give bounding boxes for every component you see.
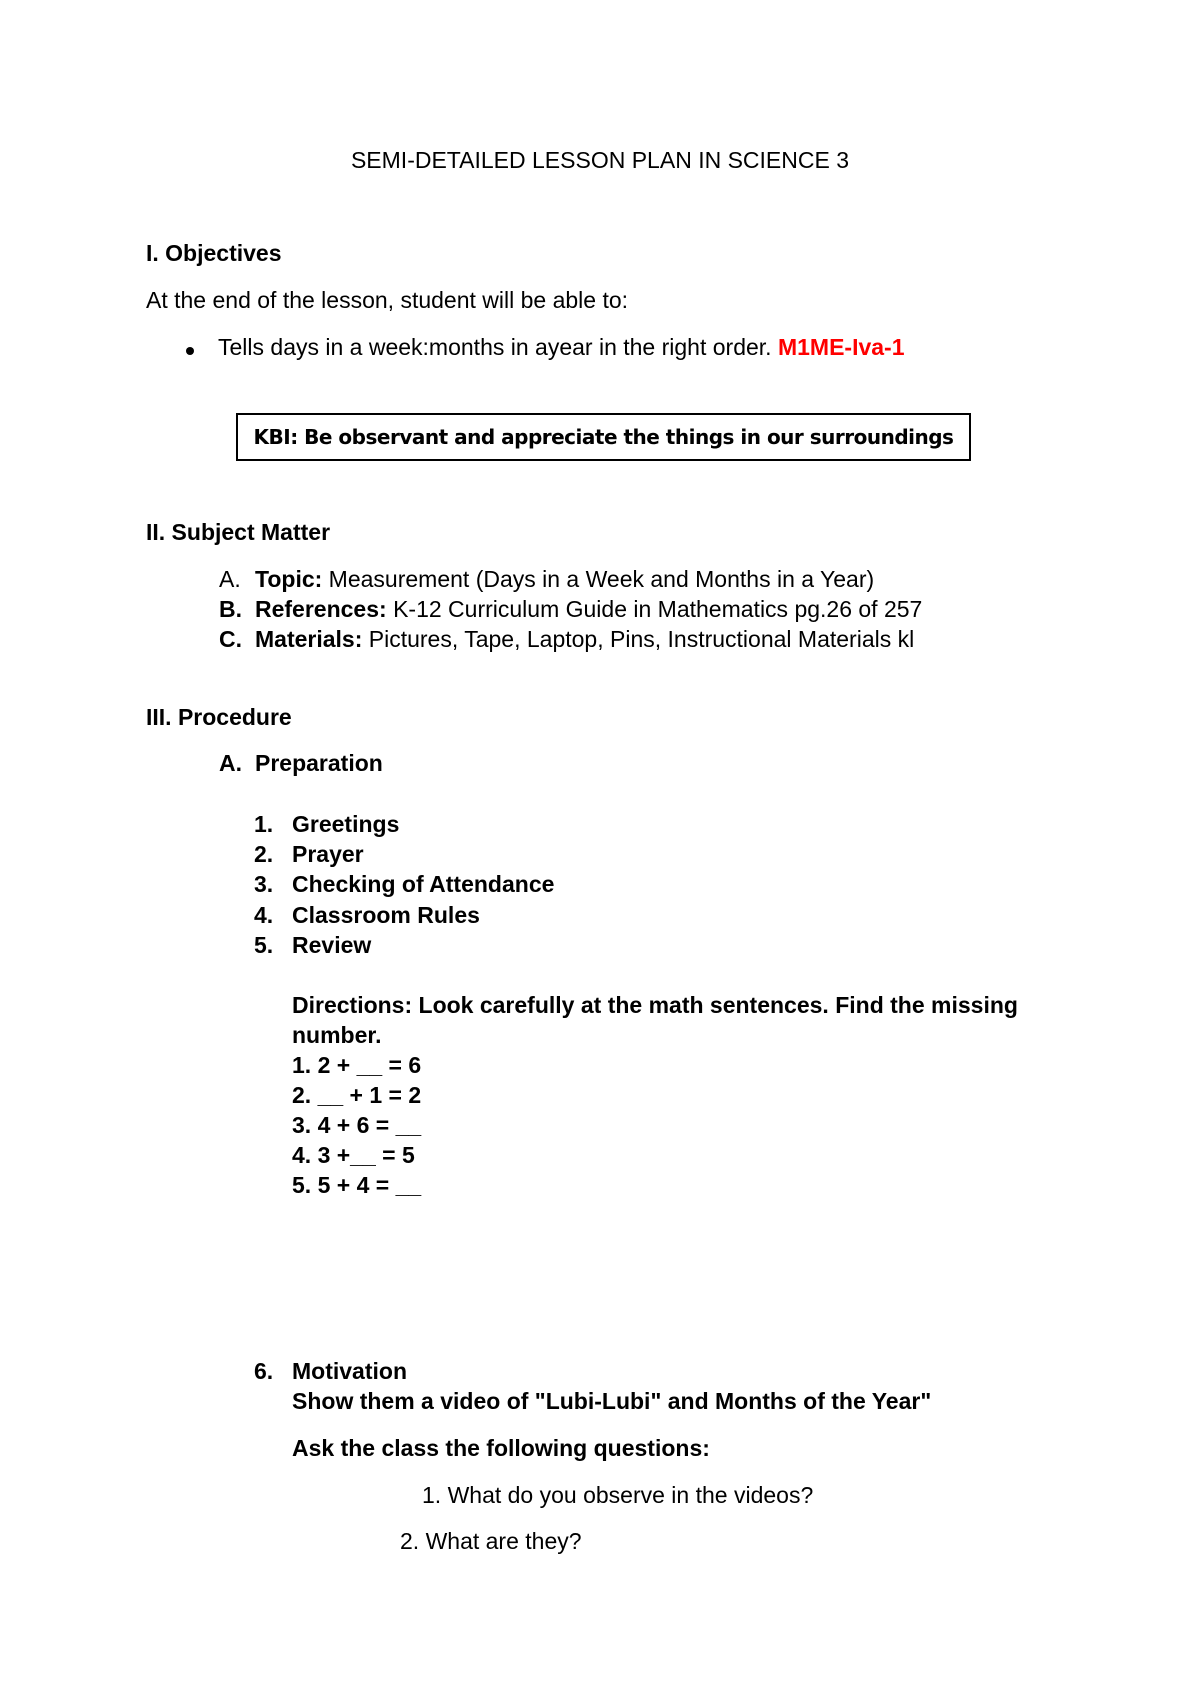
kbi-text: KBI: Be observant and appreciate the things in our surroundings bbox=[253, 425, 954, 449]
subject-item-label: Topic: bbox=[255, 566, 323, 592]
review-item: 4. 3 +__ = 5 bbox=[292, 1142, 415, 1168]
objectives-intro: At the end of the lesson, student will be able to: bbox=[146, 287, 629, 313]
step-number: 3. bbox=[254, 871, 274, 897]
motivation-number: 6. bbox=[254, 1358, 274, 1384]
question-item: 1. What do you observe in the videos? bbox=[422, 1482, 814, 1508]
subject-item-text: Measurement (Days in a Week and Months in a Year) bbox=[322, 566, 875, 592]
subject-item-topic bbox=[219, 565, 874, 593]
preparation-letter: A. bbox=[219, 750, 242, 776]
step-item bbox=[254, 840, 364, 868]
step-text: Prayer bbox=[292, 841, 364, 867]
subject-matter-heading: II. Subject Matter bbox=[146, 519, 331, 545]
step-number: 2. bbox=[254, 841, 274, 867]
kbi-box bbox=[236, 413, 971, 461]
subject-item-text: K-12 Curriculum Guide in Mathematics pg.26 of 257 bbox=[386, 596, 923, 622]
step-text: Checking of Attendance bbox=[292, 871, 555, 897]
bullet-icon bbox=[186, 347, 194, 355]
objective-code: M1ME-Iva-1 bbox=[777, 334, 905, 360]
objective-bullet bbox=[218, 333, 905, 361]
step-item bbox=[254, 810, 399, 838]
subject-item-label: References: bbox=[255, 596, 387, 622]
step-text: Review bbox=[292, 932, 372, 958]
preparation-label: Preparation bbox=[255, 750, 383, 776]
subject-item-letter: A. bbox=[219, 566, 241, 592]
subject-item-label: Materials: bbox=[255, 626, 363, 652]
objectives-heading: I. Objectives bbox=[146, 240, 282, 266]
preparation-heading bbox=[219, 749, 383, 777]
motivation-text: Show them a video of "Lubi-Lubi" and Months of the Year" bbox=[292, 1388, 932, 1414]
step-item bbox=[254, 870, 554, 898]
review-item: 3. 4 + 6 = __ bbox=[292, 1112, 422, 1138]
step-item bbox=[254, 931, 371, 959]
step-item bbox=[254, 901, 480, 929]
step-number: 5. bbox=[254, 932, 274, 958]
document-title: SEMI-DETAILED LESSON PLAN IN SCIENCE 3 bbox=[350, 147, 850, 173]
ask-text: Ask the class the following questions: bbox=[292, 1435, 710, 1461]
step-number: 4. bbox=[254, 902, 274, 928]
review-item: 1. 2 + __ = 6 bbox=[292, 1052, 422, 1078]
directions-line-1: Directions: Look carefully at the math sentences. Find the missing bbox=[292, 992, 1018, 1018]
review-item: 5. 5 + 4 = __ bbox=[292, 1172, 422, 1198]
subject-item-materials bbox=[219, 625, 914, 653]
motivation-label: Motivation bbox=[292, 1358, 407, 1384]
subject-item-letter: B. bbox=[219, 596, 242, 622]
subject-item-letter: C. bbox=[219, 626, 242, 652]
procedure-heading: III. Procedure bbox=[146, 704, 292, 730]
step-text: Classroom Rules bbox=[292, 902, 480, 928]
motivation-heading bbox=[254, 1357, 407, 1385]
step-text: Greetings bbox=[292, 811, 400, 837]
question-item: 2. What are they? bbox=[400, 1528, 582, 1554]
directions-line-2: number. bbox=[292, 1022, 382, 1048]
objective-text: Tells days in a week:months in ayear in the right order. bbox=[218, 334, 778, 360]
subject-item-references bbox=[219, 595, 922, 623]
review-item: 2. __ + 1 = 2 bbox=[292, 1082, 422, 1108]
subject-item-text: Pictures, Tape, Laptop, Pins, Instructional Materials kl bbox=[362, 626, 915, 652]
step-number: 1. bbox=[254, 811, 274, 837]
